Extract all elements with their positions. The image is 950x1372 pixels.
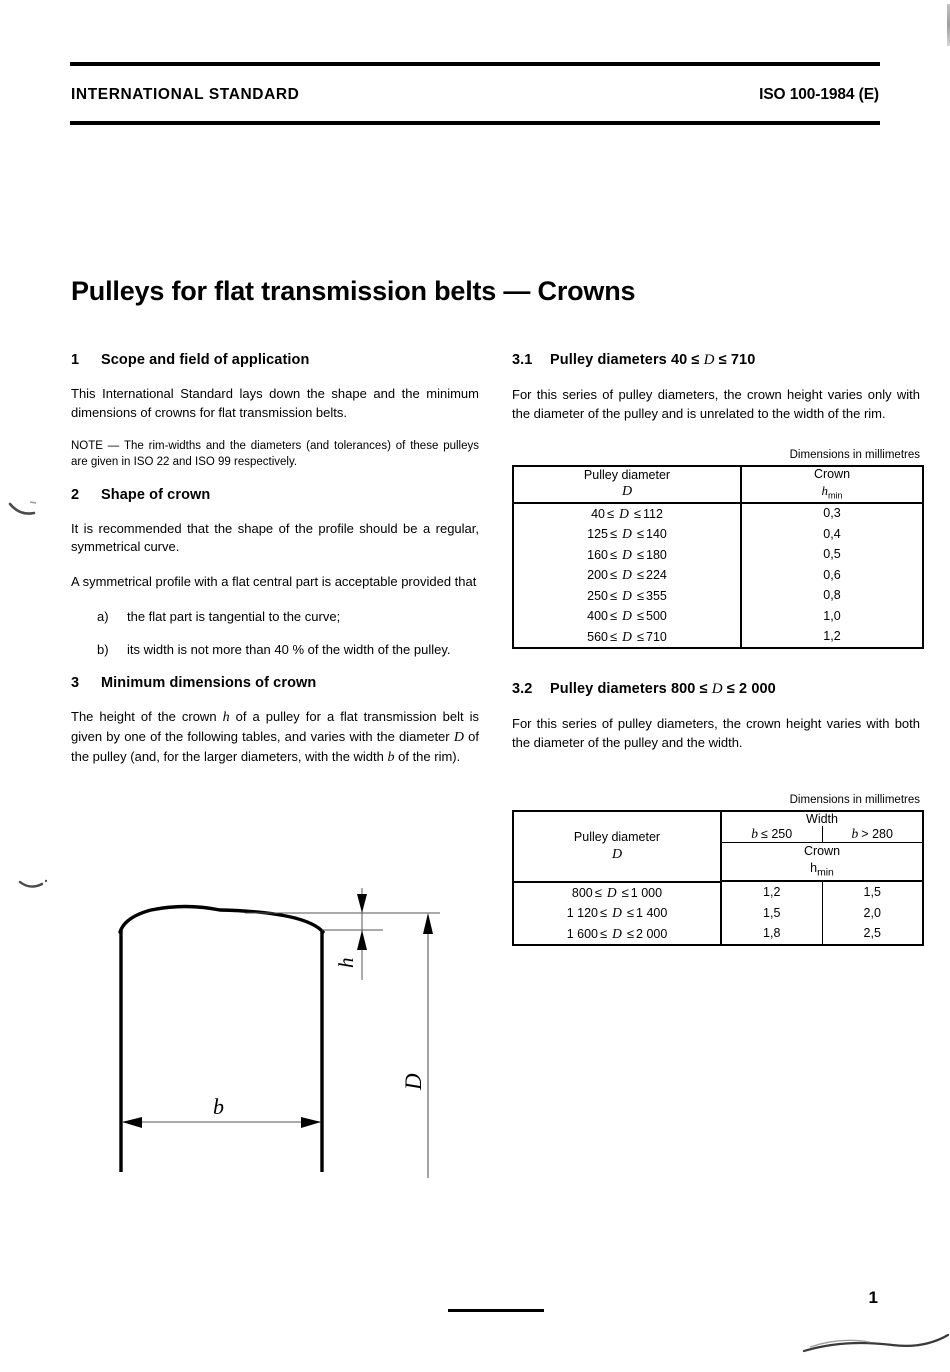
section-3-1-heading: [512, 352, 920, 369]
page-number: 1: [868, 1288, 878, 1307]
table-2-r2-crown-wide: 2,5: [822, 924, 923, 946]
section-1-note: NOTE — The rim-widths and the diameters (and tolerances) of these pulleys are given in ISO 22 and ISO 99 respectively.: [71, 440, 479, 469]
scan-artifact-lower-left: [18, 872, 54, 894]
D-arrow-top: [423, 913, 433, 934]
table-row: [513, 586, 923, 607]
right-column: [512, 352, 920, 946]
table-row: [513, 524, 923, 545]
section-3-1-title-a: Pulley diameters 40 ≤: [550, 352, 704, 368]
table-1-r2-crown: 0,5: [741, 545, 923, 566]
table-1-r5-range: 400 ≤ D ≤ 500: [587, 608, 667, 624]
section-3-paragraph: [71, 708, 479, 768]
table-2-r1-crown-narrow: 1,5: [721, 903, 822, 924]
item-b-text: its width is not more than 40 % of the width of the pulley.: [127, 642, 451, 658]
table-2-r0-crown-narrow: 1,2: [721, 882, 822, 904]
b-arrow-left: [122, 1117, 142, 1128]
table-2-col1-header: [513, 811, 721, 880]
table-row: [513, 545, 923, 566]
table-2-pulley-diameter-width-crown: [512, 810, 924, 946]
table-1-pulley-diameter-crown: [512, 465, 924, 649]
table-1-r5-crown: 1,0: [741, 606, 923, 627]
table-1-col1-label: Pulley diameter: [583, 467, 671, 482]
section-3-2-heading: [512, 681, 920, 698]
table-row: [513, 503, 923, 525]
scan-artifact-upper-left: [8, 500, 44, 524]
table-1-header-row: [513, 466, 923, 502]
table-2-r2-range: 1 600 ≤ D ≤ 2 000: [566, 925, 668, 941]
table-1-wrapper: [512, 449, 920, 649]
section-2-item-a: [71, 608, 479, 627]
section-1-paragraph: This International Standard lays down the shape and the minimum dimensions of crowns for flat transmission belts.: [71, 386, 479, 420]
table-1-col2-header: [741, 466, 923, 502]
section-3-1-paragraph: For this series of pulley diameters, the crown height varies only with the diameter of the pulley and is unrelated to the width of the rim.: [512, 387, 920, 421]
header-rule-bottom: [70, 121, 880, 125]
table-1-r6-crown: 1,2: [741, 627, 923, 649]
table-2-col1-symbol: D: [611, 846, 623, 862]
section-2-title: Shape of crown: [101, 486, 211, 503]
section-2-item-b: [71, 641, 479, 660]
table-1-r0-crown: 0,3: [741, 503, 923, 525]
D-label: D: [401, 1073, 426, 1090]
section-1-number: 1: [71, 352, 80, 368]
table-row: [513, 882, 923, 904]
table-row: [513, 627, 923, 649]
section-2-paragraph-1: It is recommended that the shape of the profile should be a regular, symmetrical curve.: [71, 520, 479, 555]
table-1-r2-range: 160 ≤ D ≤ 180: [587, 546, 667, 562]
var-b: b: [387, 749, 395, 765]
table-2-r0-crown-wide: 1,5: [822, 882, 923, 904]
section-3-2-number: 3.2: [512, 681, 533, 698]
table-1-col2-label: Crown: [813, 467, 851, 482]
table-2-r1-range: 1 120 ≤ D ≤ 1 400: [566, 905, 668, 921]
section-3-heading: [71, 675, 479, 691]
table-2-width-wide-header: b > 280: [822, 826, 923, 843]
b-arrow-right: [301, 1117, 321, 1128]
table-2-body: [513, 882, 923, 946]
section-3-2-title-a: Pulley diameters 800 ≤: [550, 681, 712, 698]
table-2-r1-crown-wide: 2,0: [822, 903, 923, 924]
table-2-width-header: Width: [721, 811, 923, 826]
table-row: [513, 903, 923, 924]
table-1-col2-symbol: $h_{min}$: [821, 482, 843, 501]
section-3-2-title-b: ≤ 2 000: [722, 681, 776, 698]
table-1-body: [513, 503, 923, 649]
table-1-r3-range: 200 ≤ D ≤ 224: [587, 567, 667, 583]
table-row: [513, 565, 923, 586]
section-3-title: Minimum dimensions of crown: [101, 674, 317, 691]
section-3-2-var: D: [711, 681, 723, 698]
item-a-label: a): [97, 608, 109, 624]
table-1-dimensions-note: Dimensions in millimetres: [789, 449, 920, 462]
table-2-dimensions-note: Dimensions in millimetres: [789, 794, 920, 807]
s3-text-2: of a pulley for a flat transmission belt is given by one of the following tables, and varies with the diameter: [71, 708, 479, 744]
pulley-crown-diagram: [95, 880, 465, 1180]
table-2-header-row-1: [513, 811, 923, 826]
table-1-r1-range: 125 ≤ D ≤ 140: [587, 526, 667, 542]
var-D: D: [453, 729, 464, 745]
header-standard-type: INTERNATIONAL STANDARD: [71, 86, 300, 103]
s3-text-3: of the pulley (and, for the larger diameters, with the width: [71, 728, 479, 764]
section-2-paragraph-2: A symmetrical profile with a flat central part is acceptable provided that: [71, 573, 477, 589]
table-1-r4-range: 250 ≤ D ≤ 355: [587, 587, 667, 603]
section-3-2-paragraph: For this series of pulley diameters, the crown height varies with both the diameter of the pulley and the width.: [512, 716, 920, 750]
table-2-width-narrow-header: b ≤ 250: [721, 826, 822, 843]
section-1-title: Scope and field of application: [101, 352, 310, 368]
table-1-r6-range: 560 ≤ D ≤ 710: [587, 628, 667, 644]
header-rule-top: [70, 62, 880, 66]
section-2-number: 2: [71, 486, 80, 503]
h-arrow-upper: [357, 894, 367, 913]
left-column: [71, 352, 479, 784]
scan-artifact-bottom-right: [800, 1325, 950, 1369]
section-1-heading: [71, 352, 479, 368]
table-2-r2-crown-narrow: 1,8: [721, 924, 822, 946]
table-1-col1-header: [513, 466, 741, 502]
section-3-1-var: D: [703, 352, 715, 368]
table-1-col1-symbol: D: [621, 484, 633, 500]
table-2-col1-label: Pulley diameter: [573, 829, 661, 844]
table-2-r0-range: 800 ≤ D ≤ 1 000: [571, 884, 663, 900]
var-h: h: [222, 709, 230, 725]
s3-text-4: of the rim).: [394, 748, 461, 764]
pulley-crown-figure: [95, 880, 465, 1180]
table-row: [513, 924, 923, 946]
footer-rule: [448, 1309, 544, 1312]
item-b-label: b): [97, 642, 109, 658]
table-1-r4-crown: 0,8: [741, 586, 923, 607]
section-3-1-title-b: ≤ 710: [714, 352, 756, 368]
table-1-r3-crown: 0,6: [741, 565, 923, 586]
table-2-crown-header: Crown $h_{min}$: [721, 843, 923, 881]
table-1-r1-crown: 0,4: [741, 524, 923, 545]
table-2-head: [513, 811, 923, 881]
section-2-heading: [71, 487, 479, 503]
table-row: [513, 606, 923, 627]
table-2-wrapper: [512, 794, 920, 946]
b-label: b: [213, 1094, 224, 1119]
h-label: h: [334, 957, 358, 968]
section-3-1-number: 3.1: [512, 352, 533, 368]
table-1-head: [513, 466, 923, 502]
table-1-r0-range: 40 ≤ D ≤ 112: [591, 505, 663, 521]
document-title: Pulleys for flat transmission belts — Crowns: [71, 276, 636, 307]
h-arrow-lower: [357, 930, 367, 950]
pulley-crown-curve: [120, 907, 323, 933]
s3-text-1: The height of the crown: [71, 708, 223, 724]
section-3-number: 3: [71, 674, 80, 691]
item-a-text: the flat part is tangential to the curve;: [127, 608, 341, 624]
header-standard-number: ISO 100-1984 (E): [759, 86, 879, 103]
